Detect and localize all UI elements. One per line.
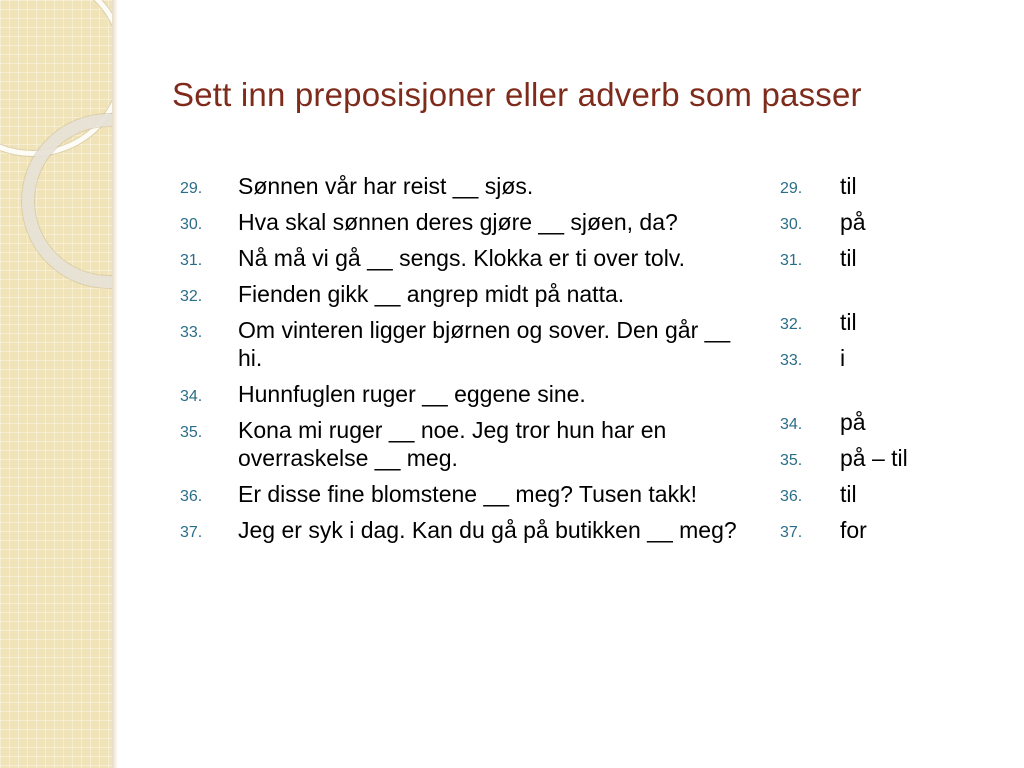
answer-item [780, 172, 1010, 200]
answer-number: 29. [780, 180, 803, 197]
answer-number: 32. [780, 316, 803, 333]
decorative-sidebar [0, 0, 112, 768]
answer-text: på [840, 209, 866, 235]
answer-text: til [840, 481, 857, 507]
answer-text: i [840, 345, 846, 371]
answer-number: 36. [780, 488, 803, 505]
question-number: 33. [180, 324, 203, 341]
question-number: 30. [180, 216, 203, 233]
question-text: Jeg er syk i dag. Kan du gå på butikken __ meg? [238, 517, 737, 543]
question-item [180, 516, 760, 544]
answer-list [780, 172, 1010, 552]
question-item [180, 244, 760, 272]
question-number: 32. [180, 288, 203, 305]
question-number: 37. [180, 524, 203, 541]
answer-number: 33. [780, 352, 803, 369]
question-number: 35. [180, 424, 203, 441]
slide-title: Sett inn preposisjoner eller adverb som passer [172, 76, 862, 113]
question-item [180, 172, 760, 200]
question-text: Kona mi ruger __ noe. Jeg tror hun har en overraskelse __ meg. [238, 417, 667, 471]
question-item [180, 280, 760, 308]
answer-number: 34. [780, 416, 803, 433]
answer-item [780, 408, 1010, 436]
answer-text: til [840, 245, 857, 271]
answer-text: på – til [840, 445, 908, 471]
question-text: Nå må vi gå __ sengs. Klokka er ti over tolv. [238, 245, 685, 271]
answer-item [780, 516, 1010, 544]
answer-spacer [840, 272, 1010, 300]
answer-spacer [840, 372, 1010, 400]
answer-text: til [840, 173, 857, 199]
answer-item [780, 208, 1010, 236]
question-text: Sønnen vår har reist __ sjøs. [238, 173, 534, 199]
question-number: 29. [180, 180, 203, 197]
question-text: Hunnfuglen ruger __ eggene sine. [238, 381, 586, 407]
question-item [180, 316, 760, 372]
answer-text: til [840, 309, 857, 335]
answer-item [780, 344, 1010, 400]
answer-item [780, 244, 1010, 300]
answer-number: 31. [780, 252, 803, 269]
question-item [180, 380, 760, 408]
answer-text: for [840, 517, 867, 543]
question-item [180, 480, 760, 508]
question-text: Hva skal sønnen deres gjøre __ sjøen, da? [238, 209, 678, 235]
question-text: Om vinteren ligger bjørnen og sover. Den går __ hi. [238, 317, 731, 371]
answer-number: 30. [780, 216, 803, 233]
sidebar-divider [112, 0, 118, 768]
answer-number: 35. [780, 452, 803, 469]
question-number: 34. [180, 388, 203, 405]
answer-item [780, 444, 1010, 472]
answer-number: 37. [780, 524, 803, 541]
question-number: 36. [180, 488, 203, 505]
question-number: 31. [180, 252, 203, 269]
question-text: Fienden gikk __ angrep midt på natta. [238, 281, 625, 307]
answer-text: på [840, 409, 866, 435]
question-item [180, 208, 760, 236]
answer-item [780, 308, 1010, 336]
answer-item [780, 480, 1010, 508]
question-item [180, 416, 760, 472]
question-text: Er disse fine blomstene __ meg? Tusen takk! [238, 481, 697, 507]
question-list [180, 172, 760, 552]
